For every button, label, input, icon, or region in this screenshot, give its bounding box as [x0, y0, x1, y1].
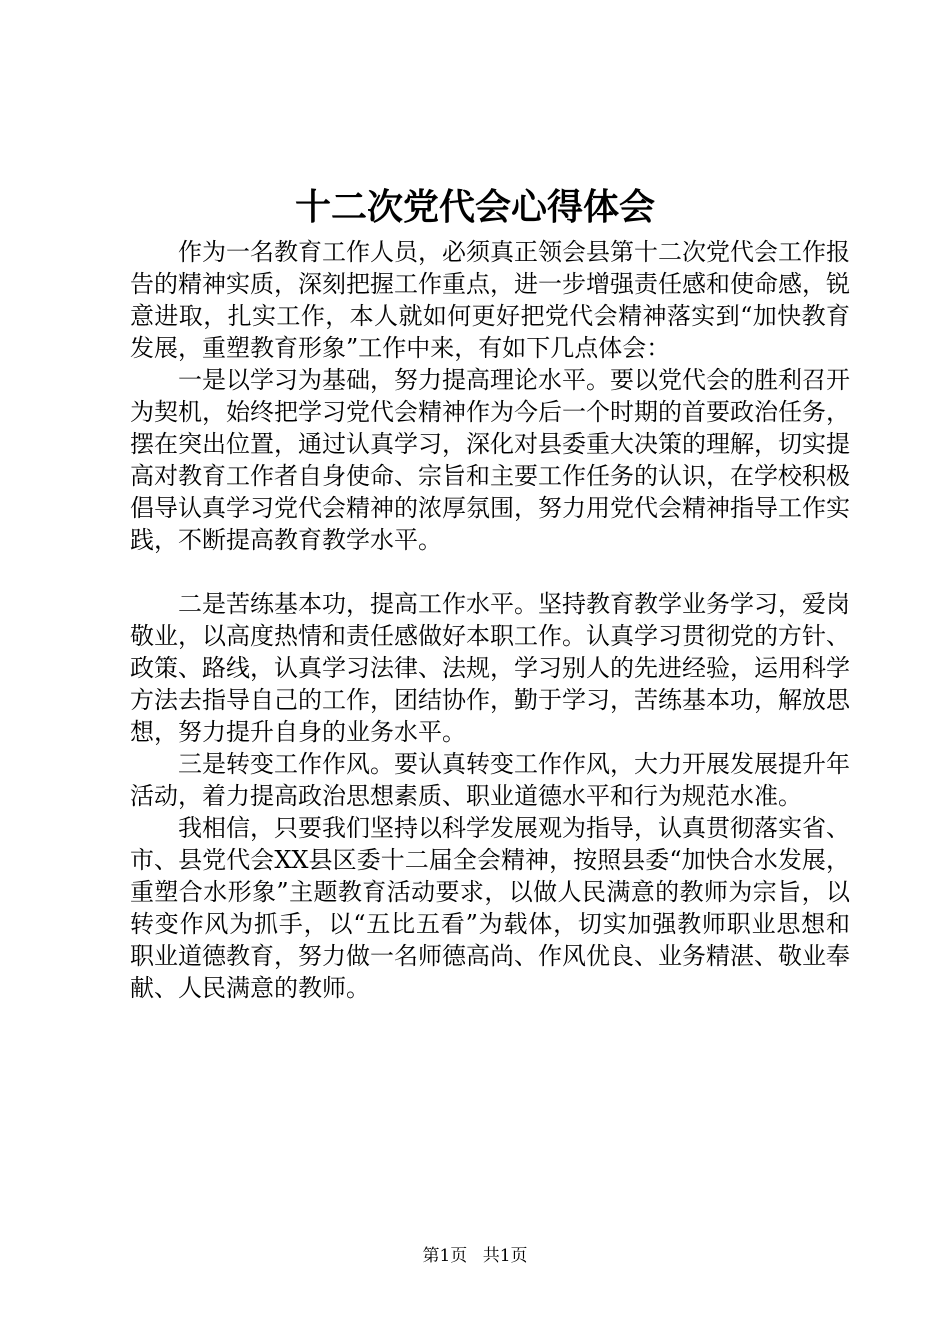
- page-footer: [0, 1244, 950, 1268]
- paragraph-point-three: 三是转变工作作风。要认真转变工作作风，大力开展发展提升年活动，着力提高政治思想素质、职业道德水平和行为规范水准。: [130, 750, 850, 810]
- paragraph-point-two: 二是苦练基本功，提高工作水平。坚持教育教学业务学习，爱岗敬业，以高度热情和责任感做好本职工作。认真学习贯彻党的方针、政策、路线，认真学习法律、法规，学习别人的先进经验，运用科学方法去指导自己的工作，团结协作，勤于学习，苦练基本功，解放思想，努力提升自身的业务水平。: [130, 590, 850, 746]
- document-body: [130, 236, 850, 1004]
- document-title: 十二次党代会心得体会: [294, 186, 655, 228]
- page-number: 第1页: [422, 1246, 468, 1266]
- paragraph-point-one: 一是以学习为基础，努力提高理论水平。要以党代会的胜利召开为契机，始终把学习党代会精神作为今后一个时期的首要政治任务，摆在突出位置，通过认真学习，深化对县委重大决策的理解，切实提高对教育工作者自身使命、宗旨和主要工作任务的认识，在学校积极倡导认真学习党代会精神的浓厚氛围，努力用党代会精神指导工作实践，不断提高教育教学水平。: [130, 366, 850, 554]
- page-total: 共1页: [482, 1246, 528, 1266]
- paragraph-conclusion: 我相信，只要我们坚持以科学发展观为指导，认真贯彻落实省、市、县党代会XX县区委十二届全会精神，按照县委“加快合水发展，重塑合水形象”主题教育活动要求，以做人民满意的教师为宗旨，以转变作风为抓手，以“五比五看”为载体，切实加强教师职业思想和职业道德教育，努力做一名师德高尚、作风优良、业务精湛、敬业奉献、人民满意的教师。: [130, 814, 850, 1002]
- paragraph-intro: 作为一名教育工作人员，必须真正领会县第十二次党代会工作报告的精神实质，深刻把握工作重点，进一步增强责任感和使命感，锐意进取，扎实工作，本人就如何更好把党代会精神落实到“加快教育发展，重塑教育形象”工作中来，有如下几点体会：: [130, 238, 850, 362]
